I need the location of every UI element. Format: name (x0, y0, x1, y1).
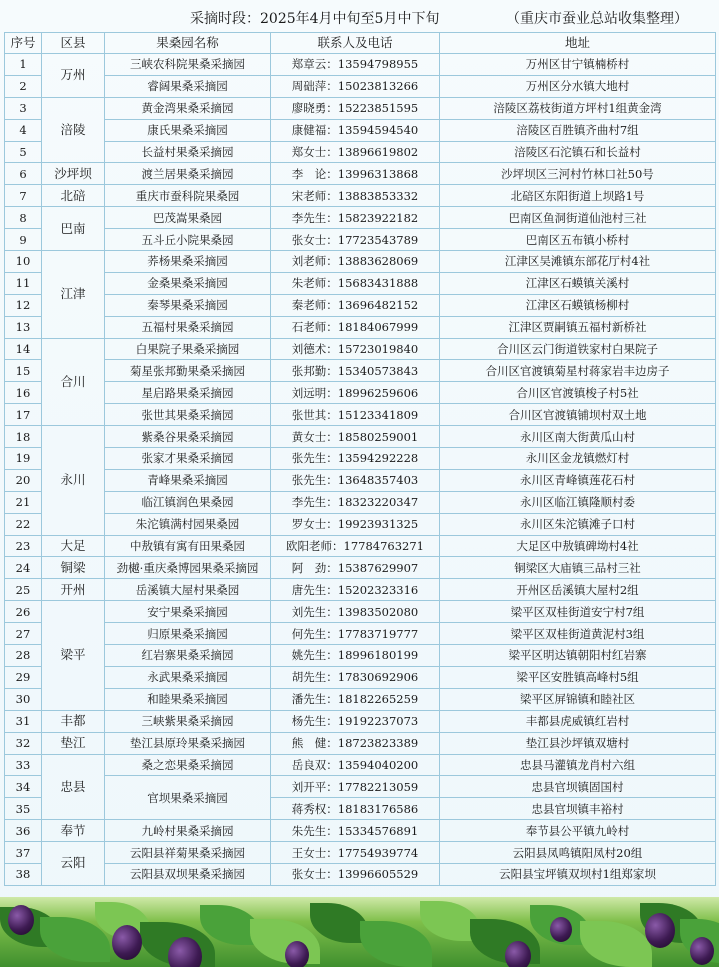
row-number: 6 (5, 163, 42, 185)
row-number: 8 (5, 207, 42, 229)
orchard-table (4, 32, 716, 886)
address: 涪陵区百胜镇齐曲村7组 (440, 119, 716, 141)
district-cell: 奉节 (42, 820, 105, 842)
page-header (0, 0, 719, 32)
orchard-name: 桑之恋果桑采摘园 (105, 754, 271, 776)
district-cell: 合川 (42, 338, 105, 426)
col-header-orchard: 果桑园名称 (105, 33, 271, 54)
address: 涪陵区荔枝街道方坪村1组黄金湾 (440, 97, 716, 119)
table-row (5, 272, 716, 294)
contact-phone: 潘先生：18182265259 (271, 688, 440, 710)
row-number: 35 (5, 798, 42, 820)
orchard-name: 云阳县祥菊果桑采摘园 (105, 842, 271, 864)
source-note: （重庆市蚕业总站收集整理） (506, 11, 688, 27)
contact-phone: 黄女士：18580259001 (271, 426, 440, 448)
district-cell: 梁平 (42, 601, 105, 710)
address: 沙坪坝区三河村竹林口社50号 (440, 163, 716, 185)
table-row (5, 404, 716, 426)
district-cell: 垫江 (42, 732, 105, 754)
orchard-name: 秦琴果桑采摘园 (105, 294, 271, 316)
mulberry-decoration (505, 941, 531, 967)
table-row (5, 316, 716, 338)
contact-phone: 王女士：17754939774 (271, 842, 440, 864)
row-number: 27 (5, 623, 42, 645)
row-number: 23 (5, 535, 42, 557)
orchard-name: 三峡农科院果桑采摘园 (105, 54, 271, 76)
orchard-name: 临江镇润色果桑园 (105, 491, 271, 513)
table-row (5, 382, 716, 404)
orchard-name: 归原果桑采摘园 (105, 623, 271, 645)
row-number: 36 (5, 820, 42, 842)
address: 大足区中敖镇碑坳村4社 (440, 535, 716, 557)
orchard-name: 岳溪镇大屋村果桑园 (105, 579, 271, 601)
address: 涪陵区石沱镇石和长益村 (440, 141, 716, 163)
row-number: 12 (5, 294, 42, 316)
orchard-name: 中敖镇有寓有田果桑园 (105, 535, 271, 557)
table-row (5, 119, 716, 141)
row-number: 17 (5, 404, 42, 426)
table-row (5, 842, 716, 864)
table-row (5, 251, 716, 273)
row-number: 19 (5, 448, 42, 470)
orchard-name: 睿阔果桑采摘园 (105, 75, 271, 97)
row-number: 5 (5, 141, 42, 163)
contact-phone: 朱先生：15334576891 (271, 820, 440, 842)
table-row (5, 623, 716, 645)
contact-phone: 刘老师：13883628069 (271, 251, 440, 273)
contact-phone: 廖晓勇：15223851595 (271, 97, 440, 119)
row-number: 13 (5, 316, 42, 338)
orchard-name: 垫江县原玲果桑采摘园 (105, 732, 271, 754)
orchard-name: 白果院子果桑采摘园 (105, 338, 271, 360)
row-number: 11 (5, 272, 42, 294)
contact-phone: 刘德术：15723019840 (271, 338, 440, 360)
table-row (5, 557, 716, 579)
mulberry-decoration (285, 941, 309, 967)
table-row (5, 97, 716, 119)
orchard-name: 朱沱镇满村园果桑园 (105, 513, 271, 535)
table-row (5, 513, 716, 535)
row-number: 14 (5, 338, 42, 360)
address: 永川区临江镇隆顺村委 (440, 491, 716, 513)
contact-phone: 刘远明：18996259606 (271, 382, 440, 404)
address: 梁平区安胜镇高峰村5组 (440, 666, 716, 688)
table-row (5, 754, 716, 776)
district-cell: 云阳 (42, 842, 105, 886)
address: 永川区青峰镇莲花石村 (440, 469, 716, 491)
table-row (5, 426, 716, 448)
address: 江津区贾嗣镇五福村新桥社 (440, 316, 716, 338)
address: 奉节县公平镇九岭村 (440, 820, 716, 842)
address: 丰都县虎威镇红岩村 (440, 710, 716, 732)
orchard-name: 康氏果桑采摘园 (105, 119, 271, 141)
district-cell: 永川 (42, 426, 105, 535)
contact-phone: 杨先生：19192237073 (271, 710, 440, 732)
contact-phone: 罗女士：19923931325 (271, 513, 440, 535)
contact-phone: 熊 健：18723823389 (271, 732, 440, 754)
orchard-name: 张世其果桑采摘园 (105, 404, 271, 426)
orchard-name: 黄金湾果桑采摘园 (105, 97, 271, 119)
contact-phone: 张先生：13594292228 (271, 448, 440, 470)
orchard-name: 张家才果桑采摘园 (105, 448, 271, 470)
address: 巴南区鱼洞街道仙池村三社 (440, 207, 716, 229)
contact-phone: 朱老师：15683431888 (271, 272, 440, 294)
district-cell: 涪陵 (42, 97, 105, 163)
table-row (5, 207, 716, 229)
address: 梁平区双桂街道安宁村7组 (440, 601, 716, 623)
table-row (5, 601, 716, 623)
orchard-name: 和睦果桑采摘园 (105, 688, 271, 710)
table-row (5, 75, 716, 97)
table-row (5, 294, 716, 316)
district-cell: 大足 (42, 535, 105, 557)
table-row (5, 710, 716, 732)
mulberry-decoration (8, 905, 34, 935)
table-row (5, 491, 716, 513)
address: 梁平区双桂街道黄泥村3组 (440, 623, 716, 645)
district-cell: 铜梁 (42, 557, 105, 579)
district-cell: 北碚 (42, 185, 105, 207)
table-row (5, 360, 716, 382)
address: 忠县马灌镇龙肖村六组 (440, 754, 716, 776)
orchard-name: 荞杨果桑采摘园 (105, 251, 271, 273)
col-header-district: 区县 (42, 33, 105, 54)
contact-phone: 蒋秀权：18183176586 (271, 798, 440, 820)
address: 万州区分水镇大地村 (440, 75, 716, 97)
table-row (5, 185, 716, 207)
row-number: 16 (5, 382, 42, 404)
mulberry-decoration (690, 937, 714, 965)
address: 合川区官渡镇铺坝村双土地 (440, 404, 716, 426)
address: 合川区官渡镇菊星村蒋家岩丰边房子 (440, 360, 716, 382)
orchard-name: 金桑果桑采摘园 (105, 272, 271, 294)
table-row (5, 776, 716, 798)
contact-phone: 欧阳老师：17784763271 (271, 535, 440, 557)
address: 梁平区屏锦镇和睦社区 (440, 688, 716, 710)
row-number: 25 (5, 579, 42, 601)
table-row (5, 229, 716, 251)
orchard-name: 紫桑谷果桑采摘园 (105, 426, 271, 448)
address: 合川区官渡镇梭子村5社 (440, 382, 716, 404)
contact-phone: 刘先生：13983502080 (271, 601, 440, 623)
address: 永川区金龙镇燃灯村 (440, 448, 716, 470)
mulberry-decoration (645, 913, 675, 948)
row-number: 24 (5, 557, 42, 579)
leaf-decoration (580, 921, 652, 967)
address: 云阳县凤鸣镇阳凤村20组 (440, 842, 716, 864)
row-number: 32 (5, 732, 42, 754)
contact-phone: 张邦勤：15340573843 (271, 360, 440, 382)
address: 江津区石蟆镇杨柳村 (440, 294, 716, 316)
contact-phone: 唐先生：15202323316 (271, 579, 440, 601)
row-number: 9 (5, 229, 42, 251)
orchard-name: 菊星张邦勤果桑采摘园 (105, 360, 271, 382)
address: 万州区甘宁镇楠桥村 (440, 54, 716, 76)
table-row (5, 820, 716, 842)
orchard-name: 青峰果桑采摘园 (105, 469, 271, 491)
orchard-name: 永武果桑采摘园 (105, 666, 271, 688)
orchard-name: 九岭村果桑采摘园 (105, 820, 271, 842)
table-row (5, 863, 716, 885)
row-number: 26 (5, 601, 42, 623)
address: 铜梁区大庙镇三品村三社 (440, 557, 716, 579)
contact-phone: 阿 劲：15387629907 (271, 557, 440, 579)
district-cell: 沙坪坝 (42, 163, 105, 185)
contact-phone: 宋老师：13883853332 (271, 185, 440, 207)
district-cell: 丰都 (42, 710, 105, 732)
orchard-name: 渡兰居果桑采摘园 (105, 163, 271, 185)
row-number: 22 (5, 513, 42, 535)
orchard-name: 安宁果桑采摘园 (105, 601, 271, 623)
address: 北碚区东阳街道上坝路1号 (440, 185, 716, 207)
mulberry-decoration (112, 925, 142, 960)
contact-phone: 石老师：18184067999 (271, 316, 440, 338)
orchard-name: 劲樾·重庆桑博园果桑采摘园 (105, 557, 271, 579)
row-number: 15 (5, 360, 42, 382)
address: 忠县官坝镇丰裕村 (440, 798, 716, 820)
contact-phone: 何先生：17783719777 (271, 623, 440, 645)
table-row (5, 448, 716, 470)
leaf-decoration (360, 921, 432, 967)
table-row (5, 141, 716, 163)
address: 垫江县沙坪镇双塘村 (440, 732, 716, 754)
row-number: 34 (5, 776, 42, 798)
contact-phone: 张女士：17723543789 (271, 229, 440, 251)
address: 云阳县宝坪镇双坝村1组郑家坝 (440, 863, 716, 885)
table-row (5, 163, 716, 185)
address: 巴南区五布镇小桥村 (440, 229, 716, 251)
district-cell: 江津 (42, 251, 105, 339)
contact-phone: 李先生：15823922182 (271, 207, 440, 229)
row-number: 7 (5, 185, 42, 207)
address: 永川区朱沱镇滩子口村 (440, 513, 716, 535)
table-row (5, 579, 716, 601)
orchard-name: 红岩寨果桑采摘园 (105, 645, 271, 667)
table-body (5, 54, 716, 886)
district-cell: 巴南 (42, 207, 105, 251)
row-number: 31 (5, 710, 42, 732)
col-header-no: 序号 (5, 33, 42, 54)
table-row (5, 338, 716, 360)
row-number: 3 (5, 97, 42, 119)
mulberry-decoration (550, 917, 572, 942)
address: 忠县官坝镇固国村 (440, 776, 716, 798)
orchard-name: 官坝果桑采摘园 (105, 776, 271, 820)
orchard-name: 星启路果桑采摘园 (105, 382, 271, 404)
row-number: 37 (5, 842, 42, 864)
row-number: 28 (5, 645, 42, 667)
contact-phone: 张先生：13648357403 (271, 469, 440, 491)
table-row (5, 54, 716, 76)
orchard-name: 三峡紫果桑采摘园 (105, 710, 271, 732)
orchard-name: 重庆市蚕科院果桑园 (105, 185, 271, 207)
contact-phone: 李先生：18323220347 (271, 491, 440, 513)
contact-phone: 胡先生：17830692906 (271, 666, 440, 688)
table-row (5, 666, 716, 688)
table-row (5, 688, 716, 710)
address: 合川区云门街道铁家村白果院子 (440, 338, 716, 360)
address: 梁平区明达镇朝阳村红岩寨 (440, 645, 716, 667)
district-cell: 开州 (42, 579, 105, 601)
address: 江津区吴滩镇东部花厅村4社 (440, 251, 716, 273)
contact-phone: 姚先生：18996180199 (271, 645, 440, 667)
contact-phone: 刘开平：17782213059 (271, 776, 440, 798)
table-row (5, 732, 716, 754)
col-header-contact: 联系人及电话 (271, 33, 440, 54)
table-header-row (5, 33, 716, 54)
orchard-name: 巴茂嵩果桑园 (105, 207, 271, 229)
contact-phone: 张世其：15123341809 (271, 404, 440, 426)
row-number: 30 (5, 688, 42, 710)
district-cell: 忠县 (42, 754, 105, 820)
row-number: 33 (5, 754, 42, 776)
orchard-name: 五斗丘小院果桑园 (105, 229, 271, 251)
row-number: 18 (5, 426, 42, 448)
row-number: 4 (5, 119, 42, 141)
picking-period: 采摘时段：2025年4月中旬至5月中下旬 (190, 11, 440, 27)
row-number: 2 (5, 75, 42, 97)
orchard-name: 云阳县双坝果桑采摘园 (105, 863, 271, 885)
orchard-name: 五福村果桑采摘园 (105, 316, 271, 338)
row-number: 21 (5, 491, 42, 513)
district-cell: 万州 (42, 54, 105, 98)
contact-phone: 秦老师：13696482152 (271, 294, 440, 316)
col-header-address: 地址 (440, 33, 716, 54)
contact-phone: 李 论：13996313868 (271, 163, 440, 185)
contact-phone: 张女士：13996605529 (271, 863, 440, 885)
table-row (5, 645, 716, 667)
table-row (5, 469, 716, 491)
table-row (5, 535, 716, 557)
contact-phone: 康健福：13594594540 (271, 119, 440, 141)
row-number: 10 (5, 251, 42, 273)
address: 江津区石蟆镇关溪村 (440, 272, 716, 294)
row-number: 29 (5, 666, 42, 688)
contact-phone: 郑章云：13594798955 (271, 54, 440, 76)
orchard-name: 长益村果桑采摘园 (105, 141, 271, 163)
row-number: 20 (5, 469, 42, 491)
address: 永川区南大街黄瓜山村 (440, 426, 716, 448)
mulberry-footer-decoration (0, 897, 719, 967)
address: 开州区岳溪镇大屋村2组 (440, 579, 716, 601)
contact-phone: 郑女士：13896619802 (271, 141, 440, 163)
row-number: 1 (5, 54, 42, 76)
row-number: 38 (5, 863, 42, 885)
contact-phone: 岳良双：13594040200 (271, 754, 440, 776)
contact-phone: 周础萍：15023813266 (271, 75, 440, 97)
